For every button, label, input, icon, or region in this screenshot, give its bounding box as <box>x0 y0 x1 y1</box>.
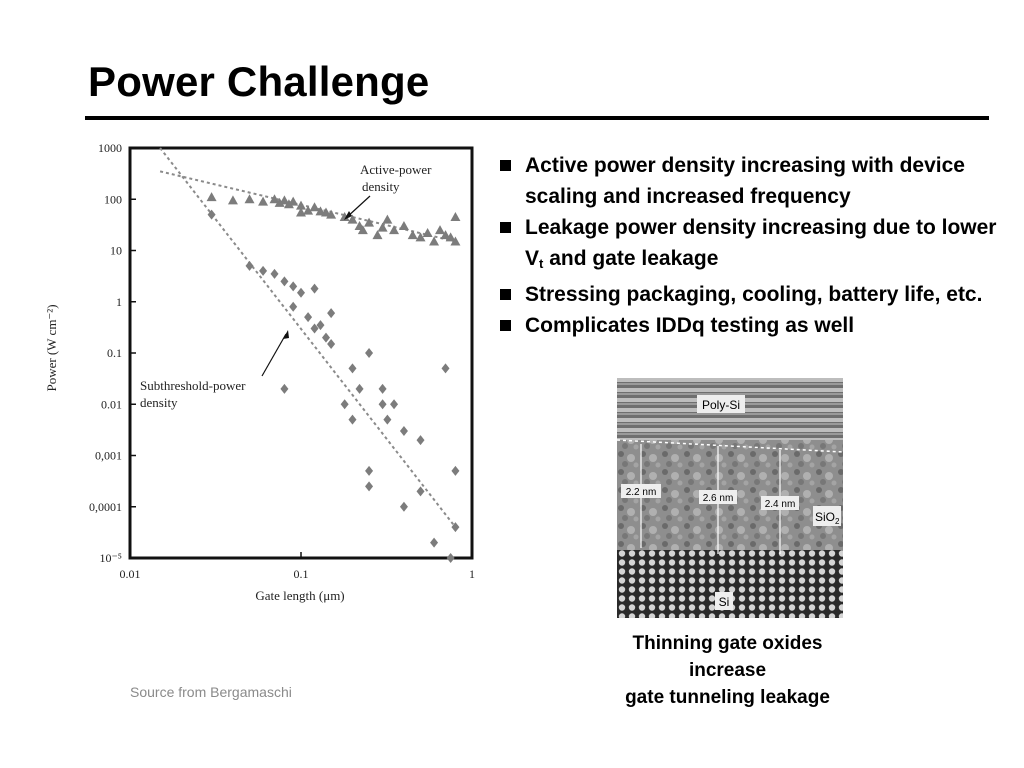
caption-line: gate tunneling leakage <box>625 687 830 708</box>
source-note: Source from Bergamaschi <box>130 684 292 700</box>
gate-oxide-cross-section <box>617 378 843 618</box>
square-bullet-icon <box>500 289 511 300</box>
x-tick-label: 0.01 <box>119 567 141 581</box>
si-label: Si <box>718 595 730 609</box>
bullet-subscript: t <box>539 256 544 271</box>
bullet-item <box>498 310 1018 341</box>
bullet-text: Complicates IDDq testing as well <box>525 314 855 337</box>
square-bullet-icon <box>500 160 511 171</box>
y-axis-label: Power (W cm⁻²) <box>44 304 59 392</box>
y-tick-label: 10⁻⁵ <box>99 551 122 565</box>
thickness-label-1: 2.2 nm <box>625 487 657 498</box>
thickness-label-3: 2.4 nm <box>764 499 796 510</box>
bullet-text: Leakage power density increasing due to lower V <box>525 216 997 270</box>
bullet-text: Active power density increasing with device scaling and increased frequency <box>525 154 965 208</box>
bullet-text: Stressing packaging, cooling, battery life, etc. <box>525 283 983 306</box>
y-tick-label: 0,001 <box>95 448 122 463</box>
bullet-text-continued: and gate leakage <box>543 247 719 270</box>
y-tick-label: 1000 <box>98 141 122 155</box>
y-tick-label: 0.01 <box>101 397 122 412</box>
oxide-label: SiO$_2$ <box>815 510 840 526</box>
bullet-item <box>498 150 1018 212</box>
y-tick-label: 100 <box>104 192 122 207</box>
bullet-item <box>498 279 1018 310</box>
slide-title: Power Challenge <box>88 58 430 105</box>
x-tick-label: 1 <box>469 567 475 581</box>
poly-label: Poly-Si <box>701 398 741 412</box>
power-chart <box>40 138 480 608</box>
caption-line: Thinning gate oxides <box>632 633 823 654</box>
y-tick-label: 1 <box>116 294 122 309</box>
subthreshold-annotation-label: Subthreshold-power density <box>140 378 246 410</box>
thickness-label-2: 2.6 nm <box>702 493 734 504</box>
square-bullet-icon <box>500 222 511 233</box>
power-scatter-plot <box>40 138 480 608</box>
square-bullet-icon <box>500 320 511 331</box>
caption-line: increase <box>688 660 767 681</box>
tem-micrograph <box>617 378 843 618</box>
bullet-list <box>498 150 1018 341</box>
image-caption <box>590 630 865 711</box>
x-axis-label: Gate length (μm) <box>255 588 345 603</box>
title-divider <box>85 116 989 120</box>
y-tick-label: 10 <box>110 243 122 258</box>
x-tick-label: 0.1 <box>293 567 309 581</box>
bullet-item <box>498 212 1018 279</box>
y-tick-label: 0.1 <box>107 346 122 360</box>
active-annotation-label: Active-power density <box>360 162 432 194</box>
y-tick-label: 0,0001 <box>89 499 122 514</box>
